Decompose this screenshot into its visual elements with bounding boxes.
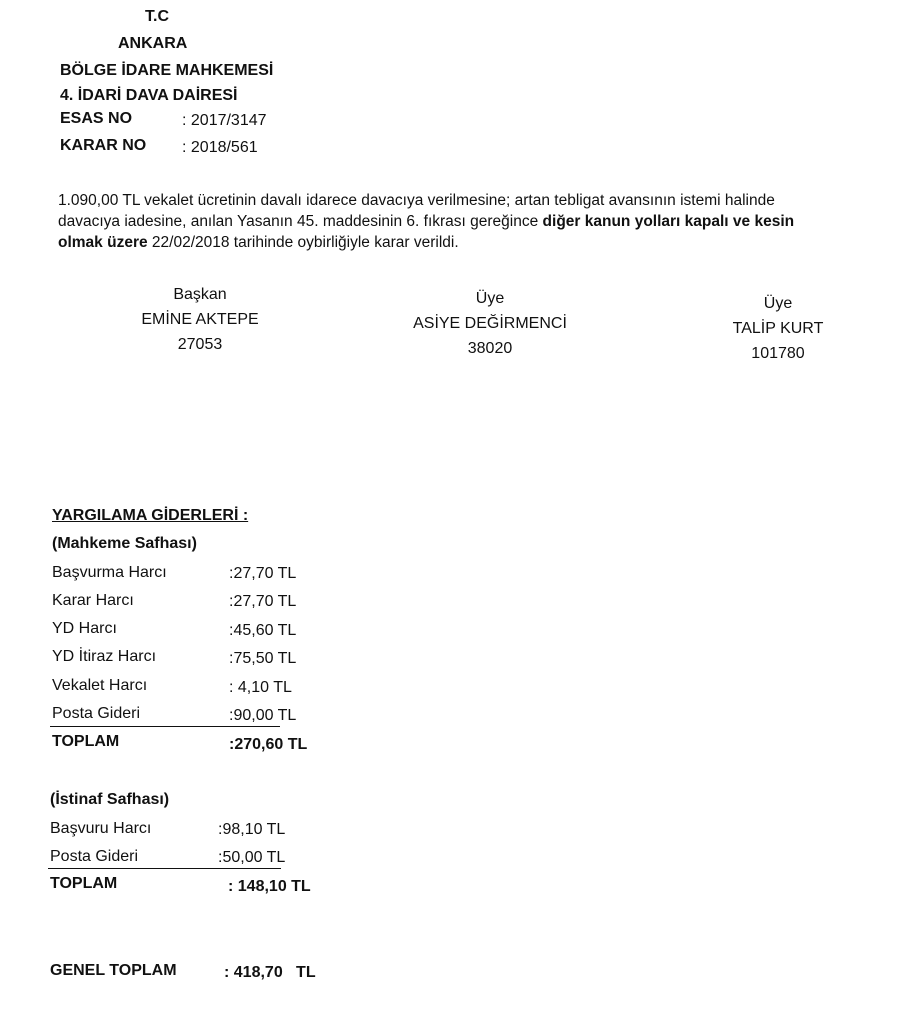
decision-paragraph [58, 190, 910, 253]
istinaf-title: (İstinaf Safhası) [50, 791, 170, 808]
expense-row-label: Başvuru Harcı [50, 820, 152, 837]
header-court: BÖLGE İDARE MAHKEMESİ [60, 62, 274, 79]
expenses-title: YARGILAMA GİDERLERİ : [52, 507, 249, 524]
mahkeme-total-label: TOPLAM [52, 733, 120, 750]
paragraph-line-1: 1.090,00 TL vekalet ücretinin davalı idarece davacıya verilmesine; artan tebligat avansının istemi halinde [58, 192, 775, 209]
signatory-name: ASİYE DEĞİRMENCİ [413, 315, 567, 332]
karar-value: : 2018/561 [182, 139, 258, 156]
signatory-1 [100, 286, 300, 354]
istinaf-total-label: TOPLAM [50, 875, 118, 892]
signatory-id: 27053 [177, 336, 223, 353]
expense-row-value: :45,60 TL [229, 622, 297, 639]
signatory-role: Üye [763, 295, 793, 312]
expense-row-value: : 4,10 TL [229, 679, 292, 696]
signatory-3 [678, 295, 878, 363]
signatory-name: EMİNE AKTEPE [141, 311, 259, 328]
paragraph-line-3-bold: olmak üzere [58, 234, 148, 251]
header-city: ANKARA [118, 35, 188, 52]
istinaf-total-value: : 148,10 TL [228, 878, 311, 895]
signatory-2 [390, 290, 590, 358]
expense-row-value: :98,10 TL [218, 821, 286, 838]
grand-total-value: : 418,70 TL [224, 964, 316, 981]
expense-row-label: YD İtiraz Harcı [52, 648, 157, 665]
signatory-id: 101780 [751, 345, 805, 362]
paragraph-line-2-text: davacıya iadesine, anılan Yasanın 45. maddesinin 6. fıkrası gereğince [58, 213, 543, 230]
expense-row-value: :27,70 TL [229, 565, 297, 582]
header-tc: T.C [145, 8, 169, 25]
mahkeme-title: (Mahkeme Safhası) [52, 535, 197, 552]
signatory-id: 38020 [467, 340, 513, 357]
grand-total-label: GENEL TOPLAM [50, 962, 177, 979]
expense-row-label: YD Harcı [52, 620, 117, 637]
subtotal-rule [50, 726, 280, 727]
expense-row-label: Karar Harcı [52, 592, 134, 609]
signatory-role: Üye [475, 290, 505, 307]
expense-row-label: Başvurma Harcı [52, 564, 167, 581]
expense-row-label: Posta Gideri [50, 848, 139, 865]
mahkeme-total-value: :270,60 TL [229, 736, 308, 753]
expense-row-value: :90,00 TL [229, 707, 297, 724]
paragraph-line-2 [58, 211, 910, 232]
expense-row-value: :27,70 TL [229, 593, 297, 610]
esas-label: ESAS NO [60, 110, 133, 127]
paragraph-line-2-bold: diğer kanun yolları kapalı ve kesin [542, 213, 795, 230]
subtotal-rule [48, 868, 281, 869]
paragraph-line-3 [58, 232, 910, 253]
expense-row-value: :50,00 TL [218, 849, 286, 866]
expense-row-label: Posta Gideri [52, 705, 141, 722]
karar-label: KARAR NO [60, 137, 147, 154]
signatory-name: TALİP KURT [732, 320, 824, 337]
signatory-role: Başkan [173, 286, 227, 303]
expense-row-value: :75,50 TL [229, 650, 297, 667]
paragraph-line-3-text: 22/02/2018 tarihinde oybirliğiyle karar verildi. [147, 234, 459, 251]
expense-row-label: Vekalet Harcı [52, 677, 148, 694]
esas-value: : 2017/3147 [182, 112, 267, 129]
header-chamber: 4. İDARİ DAVA DAİRESİ [60, 87, 238, 104]
